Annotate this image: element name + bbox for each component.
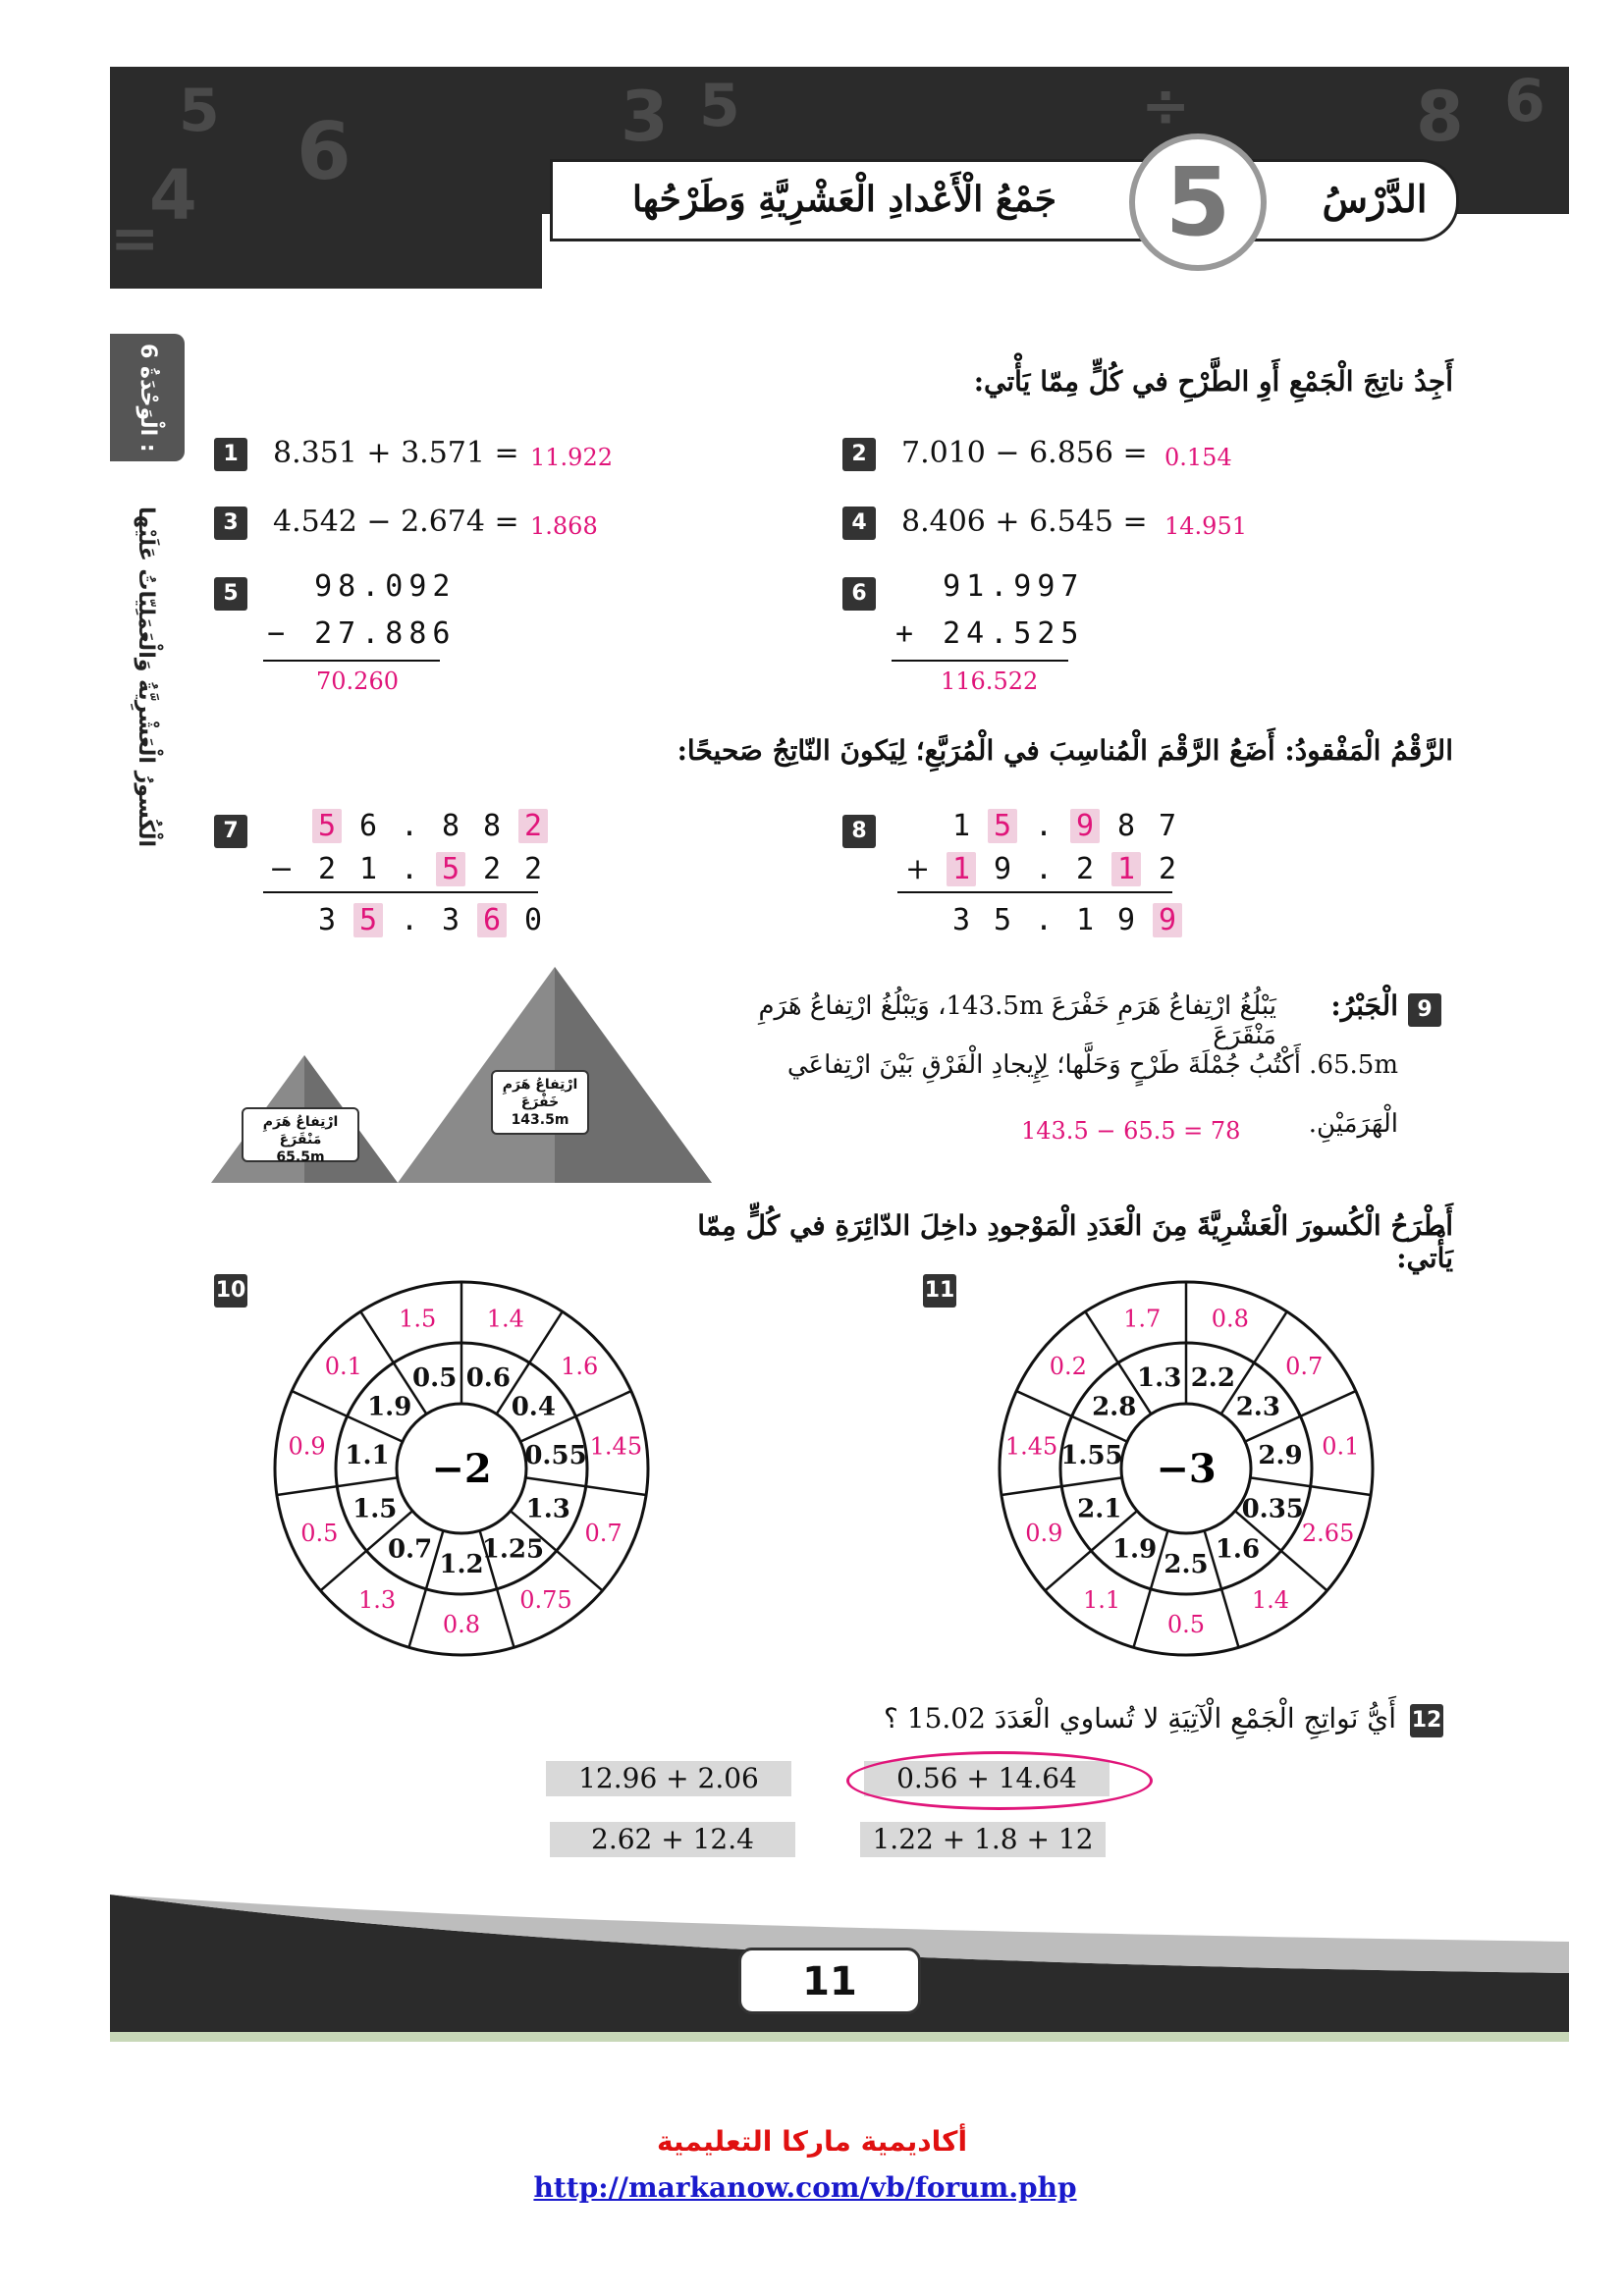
doodle-digit-6b: 6 <box>1504 67 1545 135</box>
wheel-10-outer-answer: 0.5 <box>300 1520 339 1548</box>
item-8-row-3-digit: . <box>1034 903 1054 937</box>
doodle-digit-5: 5 <box>179 77 220 145</box>
item-8-row-2-missing-digit[interactable]: 1 <box>947 852 976 886</box>
wheel-10-outer-answer: 1.5 <box>399 1305 437 1333</box>
item-2-expression: 7.010 − 6.856 = <box>901 436 1148 470</box>
item-7-row-1-missing-digit[interactable]: 5 <box>312 809 342 843</box>
khafre-tag-value: 143.5m <box>511 1112 569 1128</box>
item-8-row-3-digit: 3 <box>951 903 971 937</box>
wheel-11-outer-answer: 1.1 <box>1082 1585 1121 1614</box>
wheel-10-inner-value: 0.5 <box>412 1362 458 1393</box>
item-7-row-3-digit: 3 <box>317 903 337 937</box>
item-7-row-1-digit: . <box>400 809 419 843</box>
selected-answer-circle <box>846 1751 1153 1810</box>
item-4-badge: 4 <box>842 507 876 540</box>
item-6-bottom: + 24.525 <box>895 616 1085 651</box>
wheel-11-outer-answer: 0.1 <box>1322 1432 1360 1461</box>
wheel-10-inner-value: 0.4 <box>511 1392 556 1422</box>
wheel-11-inner-value: 2.3 <box>1235 1392 1280 1422</box>
unit-title: الْكُسورُ الْعَشْرِيَّةُ وَالْعَمَلِيّاتُ عَلَيْها <box>134 507 158 848</box>
item-8-row-3 <box>947 903 1194 937</box>
item-8-row-2-digit: 2 <box>1075 852 1095 886</box>
item-10-badge: 10 <box>214 1274 247 1308</box>
item-7-rule <box>263 891 538 893</box>
doodle-digit-5b: 5 <box>699 72 740 140</box>
wheel-11 <box>990 1272 1382 1665</box>
wheel-10-outer-answer: 0.1 <box>324 1352 362 1380</box>
wheel-10 <box>265 1272 658 1665</box>
item-7-row-2-digit: 1 <box>358 852 378 886</box>
item-12-badge: 12 <box>1410 1704 1443 1737</box>
credit-text: أكاديمية ماركا التعليمية <box>656 2125 968 2158</box>
item-5-top: 98.092 <box>267 569 457 604</box>
item-2-answer: 0.154 <box>1164 444 1232 471</box>
wheel-10-inner-value: 1.5 <box>352 1494 398 1524</box>
item-8-row-2-digit: 2 <box>1158 852 1177 886</box>
lesson-number: 5 <box>1164 147 1231 257</box>
item-8-row-1 <box>947 809 1194 843</box>
wheel-10-outer-answer: 0.9 <box>288 1432 326 1461</box>
item-6-answer: 116.522 <box>941 667 1039 695</box>
doodle-digit-8: 8 <box>1416 77 1464 157</box>
wheel-11-outer-answer: 1.45 <box>1004 1432 1058 1461</box>
item-7-row-1 <box>312 809 560 843</box>
item-8-row-1-digit: 8 <box>1116 809 1136 843</box>
wheel-11-frame <box>990 1272 1382 1665</box>
item-9-line-2: 65.5m. أَكْتُبُ جُمْلَةَ طَرْحٍ وَحَلَّها؛ لِإِيجادِ الْفَرْقِ بَيْنَ ارْتِفاعَي <box>786 1050 1398 1080</box>
item-8-row-3-digit: 5 <box>993 903 1012 937</box>
wheel-10-inner-value: 1.2 <box>439 1550 484 1579</box>
wheel-10-outer-answer: 0.7 <box>584 1520 623 1548</box>
item-7-badge: 7 <box>214 815 247 848</box>
option-3[interactable]: 2.62 + 12.4 <box>550 1822 795 1857</box>
item-3-answer: 1.868 <box>530 512 598 540</box>
item-5-badge: 5 <box>214 577 247 611</box>
item-9-answer: 143.5 − 65.5 = 78 <box>1021 1117 1241 1145</box>
wheel-10-inner-value: 0.7 <box>387 1534 433 1565</box>
khafre-height-tag <box>491 1070 589 1135</box>
wheel-10-inner-value: 0.55 <box>524 1441 587 1471</box>
item-8-row-1-digit: 7 <box>1158 809 1177 843</box>
item-5-answer: 70.260 <box>316 667 399 695</box>
item-7-row-3-digit: . <box>400 903 419 937</box>
item-1-badge: 1 <box>214 438 247 471</box>
item-3-expression: 4.542 − 2.674 = <box>273 505 519 539</box>
wheel-11-outer-answer: 0.7 <box>1285 1352 1324 1380</box>
doodle-equals: = <box>110 204 160 273</box>
item-6-top: 91.997 <box>895 569 1085 604</box>
wheel-10-outer-answer: 1.4 <box>486 1305 524 1333</box>
wheel-11-inner-value: 1.55 <box>1060 1441 1123 1471</box>
section4-instruction: أَطْرَحُ الْكُسورَ الْعَشْرِيَّةَ مِنَ الْعَدَدِ الْمَوْجودِ داخِلَ الدّائِرَةِ في كُلٍّ مِمّا يَأْتي: <box>697 1209 1453 1274</box>
menkaure-tag-name: ارْتِفاعُ هَرَمِ مَنْقَرَعَ <box>262 1114 339 1148</box>
item-8-row-3-missing-digit[interactable]: 9 <box>1153 903 1182 937</box>
item-12-question: أَيُّ نَواتِجِ الْجَمْعِ الْآتِيَةِ لا تُساوي الْعَدَدَ 15.02 ؟ <box>883 1702 1396 1735</box>
item-7-row-3 <box>312 903 560 937</box>
item-7-row-2-missing-digit[interactable]: 5 <box>436 852 465 886</box>
item-7-row-2-digit: 2 <box>523 852 543 886</box>
wheel-10-inner-value: 1.25 <box>481 1534 545 1565</box>
item-7-row-2-digit: 2 <box>482 852 502 886</box>
item-7-row-2 <box>312 852 560 886</box>
item-1-answer: 11.922 <box>530 444 613 471</box>
doodle-digit-4: 4 <box>149 155 197 236</box>
wheel-10-inner-value: 1.3 <box>525 1494 570 1524</box>
doodle-digit-3: 3 <box>621 77 669 157</box>
menkaure-tag-value: 65.5m <box>276 1149 325 1165</box>
item-8-row-3-digit: 1 <box>1075 903 1095 937</box>
wheel-11-inner-value: 1.6 <box>1215 1534 1261 1565</box>
wheel-11-outer-answer: 0.2 <box>1049 1352 1087 1380</box>
wheel-11-outer-answer: 1.7 <box>1123 1305 1162 1333</box>
wheel-11-inner-value: 2.1 <box>1077 1494 1122 1524</box>
wheel-11-inner-value: 2.5 <box>1164 1550 1209 1579</box>
doodle-divide: ÷ <box>1141 72 1191 140</box>
item-7-row-3-digit: 0 <box>523 903 543 937</box>
khafre-tag-name: ارْتِفاعُ هَرَمِ خَفْرَعَ <box>502 1077 578 1110</box>
wheel-10-outer-answer: 0.75 <box>519 1585 572 1614</box>
item-9-label: الْجَبْرُ: <box>1330 989 1398 1022</box>
item-9-line-1: يَبْلُغُ ارْتِفاعُ هَرَمِ خَفْرَعَ 143.5m، وَيَبْلُغُ ارْتِفاعُ هَرَمِ مَنْقَرَعَ <box>758 991 1276 1050</box>
item-8-row-1-missing-digit[interactable]: 5 <box>988 809 1017 843</box>
item-8-row-2-digit: 9 <box>993 852 1012 886</box>
wheel-10-center-number: −2 <box>431 1446 492 1492</box>
item-3-badge: 3 <box>214 507 247 540</box>
wheel-10-outer-answer: 1.6 <box>561 1352 599 1380</box>
item-11-badge: 11 <box>923 1274 956 1308</box>
section2-instruction: الرَّقْمُ الْمَفْقودُ: أَضَعُ الرَّقْمَ الْمُناسِبَ في الْمُرَبَّعِ؛ لِيَكونَ النّاتِجُ صَحيحًا: <box>677 734 1453 767</box>
wheel-11-inner-value: 2.2 <box>1190 1362 1235 1393</box>
item-7-row-1-digit: 8 <box>441 809 460 843</box>
item-1-expression: 8.351 + 3.571 = <box>273 436 519 470</box>
item-7-row-3-digit: 3 <box>441 903 460 937</box>
wheel-11-inner-value: 0.35 <box>1241 1494 1304 1524</box>
item-5-rule <box>263 660 440 662</box>
item-6-badge: 6 <box>842 577 876 611</box>
wheel-11-inner-value: 1.9 <box>1111 1534 1158 1565</box>
option-4[interactable]: 1.22 + 1.8 + 12 <box>860 1822 1106 1857</box>
item-8-row-1-digit: . <box>1034 809 1054 843</box>
wheel-10-inner-value: 0.6 <box>465 1362 511 1393</box>
option-1[interactable]: 12.96 + 2.06 <box>546 1761 791 1796</box>
item-8-rule <box>897 891 1172 893</box>
item-8-operator: + <box>905 852 931 886</box>
item-7-row-2-digit: . <box>400 852 419 886</box>
item-8-row-1-digit: 1 <box>951 809 971 843</box>
item-5-bottom: − 27.886 <box>267 616 457 651</box>
item-2-badge: 2 <box>842 438 876 471</box>
wheel-11-center-number: −3 <box>1156 1446 1217 1492</box>
wheel-10-inner-value: 1.1 <box>345 1441 390 1471</box>
item-8-badge: 8 <box>842 815 876 848</box>
item-8-row-2 <box>947 852 1194 886</box>
wheel-11-inner-value: 2.8 <box>1092 1392 1137 1422</box>
wheel-11-outer-answer: 0.5 <box>1166 1611 1206 1638</box>
item-7-row-3-missing-digit[interactable]: 5 <box>353 903 383 937</box>
item-8-row-2-digit: . <box>1034 852 1054 886</box>
wheel-11-outer-answer: 0.9 <box>1025 1520 1063 1548</box>
item-7-operator: − <box>269 852 295 886</box>
item-6-rule <box>892 660 1068 662</box>
doodle-digit-6: 6 <box>297 106 352 197</box>
section1-instruction: أَجِدُ ناتِجَ الْجَمْعِ أَوِ الطَّرْحِ في كُلٍّ مِمّا يَأْتي: <box>973 365 1453 398</box>
wheel-11-inner-value: 2.9 <box>1258 1441 1303 1471</box>
wheel-11-inner-value: 1.3 <box>1137 1362 1182 1393</box>
lesson-title: جَمْعُ الْأَعْدادِ الْعَشْرِيَّةِ وَطَرْحُها <box>631 179 1057 220</box>
item-8-row-2-missing-digit[interactable]: 1 <box>1111 852 1141 886</box>
menkaure-height-tag <box>242 1107 359 1165</box>
item-7-row-1-missing-digit[interactable]: 2 <box>518 809 548 843</box>
wheel-10-outer-answer: 0.8 <box>442 1611 481 1638</box>
option-2[interactable]: 0.56 + 14.64 <box>864 1761 1110 1796</box>
page-number: 11 <box>738 1948 921 2014</box>
unit-label: الْوَحْدَةُ 6 : <box>135 343 160 453</box>
wheel-10-outer-answer: 1.3 <box>357 1585 397 1614</box>
item-8-row-1-missing-digit[interactable]: 9 <box>1070 809 1100 843</box>
wheel-11-outer-answer: 2.65 <box>1301 1520 1355 1548</box>
forum-link[interactable]: http://markanow.com/vb/forum.php <box>533 2171 1077 2204</box>
wheel-10-inner-value: 1.9 <box>367 1392 412 1422</box>
wheel-10-outer-answer: 1.45 <box>589 1432 643 1461</box>
wheel-11-outer-answer: 1.4 <box>1251 1585 1290 1614</box>
item-7-row-3-missing-digit[interactable]: 6 <box>477 903 507 937</box>
item-7-row-1-digit: 6 <box>358 809 378 843</box>
item-7-row-1-digit: 8 <box>482 809 502 843</box>
item-9-badge: 9 <box>1408 993 1441 1027</box>
lesson-label: الدَّرْسُ <box>1322 177 1428 221</box>
item-9-line-3: الْهَرَمَيْنِ. <box>1308 1109 1398 1139</box>
item-4-expression: 8.406 + 6.545 = <box>901 505 1148 539</box>
item-7-row-2-digit: 2 <box>317 852 337 886</box>
wheel-11-outer-answer: 0.8 <box>1211 1305 1249 1333</box>
item-4-answer: 14.951 <box>1164 512 1247 540</box>
item-8-row-3-digit: 9 <box>1116 903 1136 937</box>
